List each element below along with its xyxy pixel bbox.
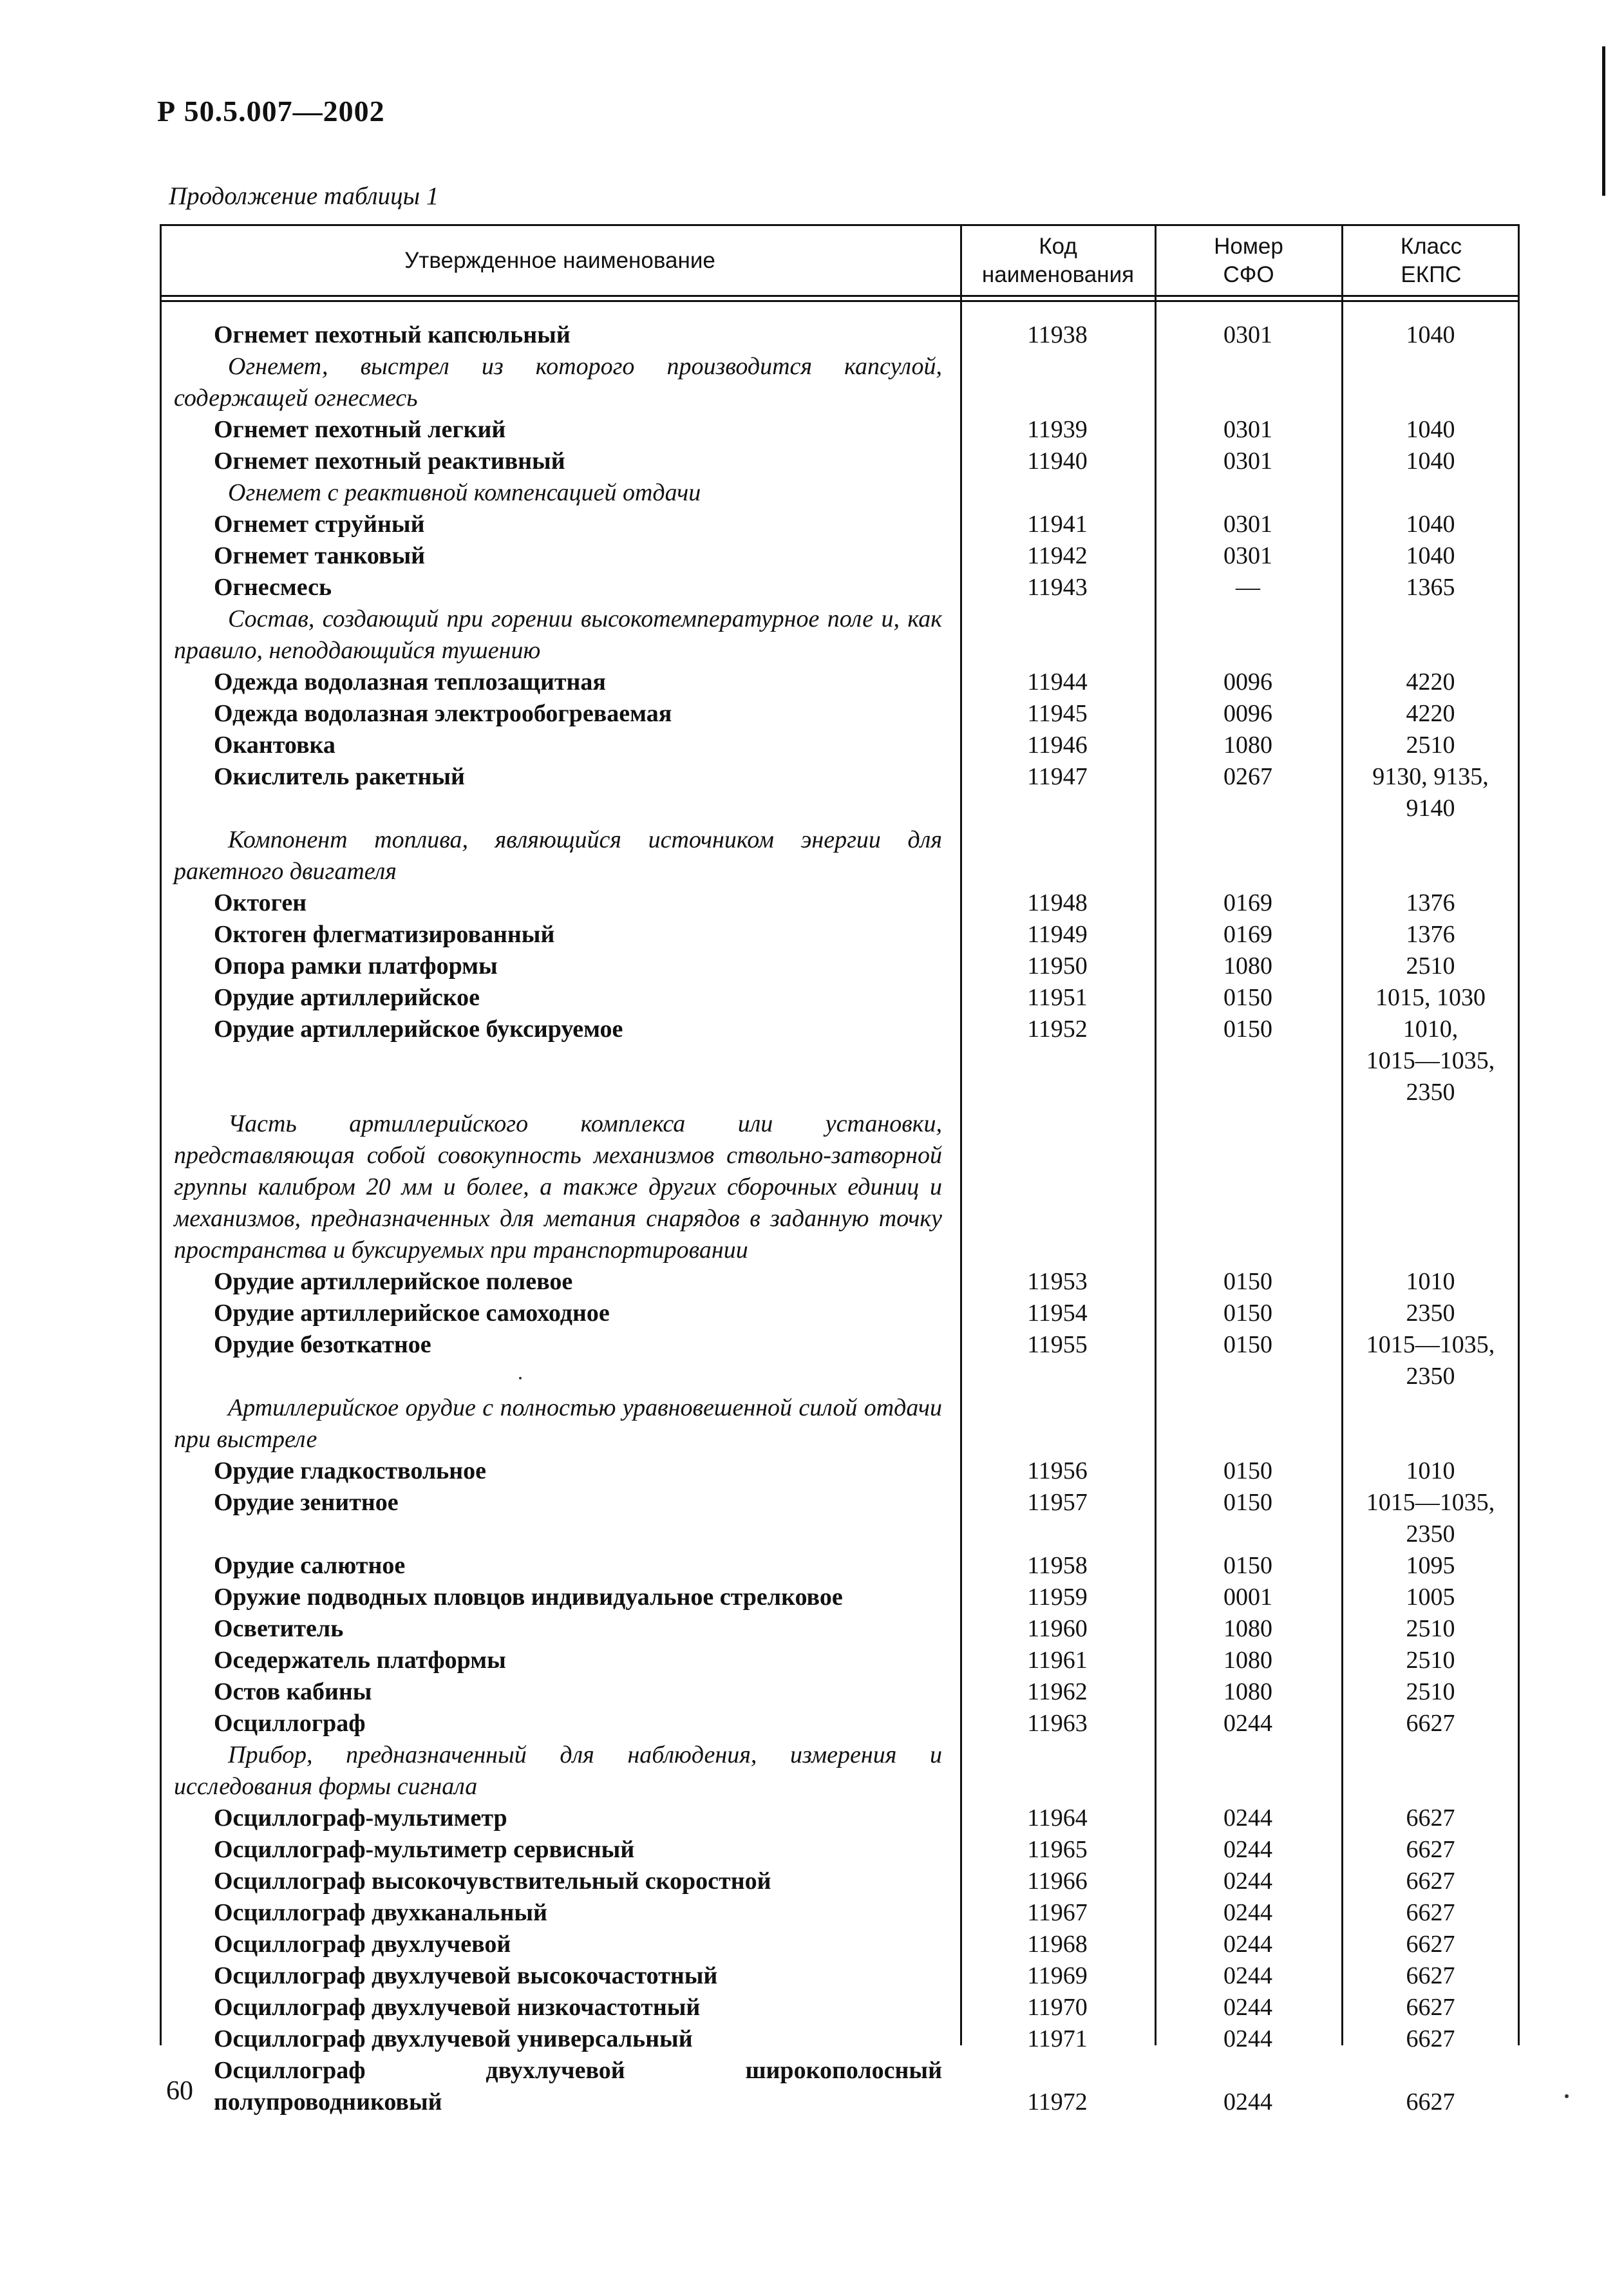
table-row	[160, 1613, 1520, 1645]
code-cell: 11942	[1027, 542, 1088, 569]
ekps-cell	[1341, 351, 1520, 414]
term-name: Огнемет пехотный капсюльный	[214, 321, 571, 348]
code-cell: 11940	[1027, 448, 1088, 475]
sfo-cell: 0244	[1223, 1836, 1272, 1863]
sfo-cell: 0244	[1223, 1931, 1272, 1958]
sfo-cell: 0150	[1223, 1552, 1272, 1579]
code-cell: 11944	[1027, 668, 1088, 696]
term-name: Осциллограф двухлучевой высокочастотный	[214, 1962, 718, 1989]
sfo-cell: 0301	[1223, 321, 1272, 348]
definition-text: Огнемет, выстрел из которого производится капсулой, содержащей огнесмесь	[174, 353, 942, 412]
ekps-cell: 6627	[1406, 1804, 1455, 1832]
sfo-cell: 0150	[1223, 1016, 1272, 1043]
column-header-sfo	[1156, 227, 1341, 295]
sfo-cell: 0244	[1223, 1899, 1272, 1926]
code-cell: 11966	[1027, 1868, 1088, 1895]
definition-row	[160, 1392, 1520, 1455]
code-cell: 11963	[1027, 1710, 1088, 1737]
table-row	[160, 919, 1520, 951]
table-row	[160, 572, 1520, 603]
term-name: Опора рамки платформы	[214, 952, 498, 980]
table-row	[160, 1676, 1520, 1708]
ekps-cell: 1040	[1406, 321, 1455, 348]
sfo-cell: 1080	[1223, 952, 1272, 980]
term-name: Орудие зенитное	[214, 1489, 399, 1516]
definition-row	[160, 1108, 1520, 1266]
sfo-cell	[1155, 351, 1341, 414]
code-cell: 11953	[1027, 1268, 1088, 1295]
ekps-cell: 1010	[1406, 1268, 1455, 1295]
code-cell	[960, 351, 1155, 414]
table-body	[160, 319, 1520, 2118]
table-caption: Продолжение таблицы 1	[169, 182, 439, 210]
table-top-border	[160, 224, 1520, 226]
table-row	[160, 1897, 1520, 1929]
ekps-cell: 1005	[1406, 1584, 1455, 1611]
table-row	[160, 887, 1520, 919]
ekps-cell: 6627	[1406, 2088, 1455, 2116]
sfo-cell: 0150	[1223, 1300, 1272, 1327]
table-row	[160, 1266, 1520, 1298]
ekps-cell: 2510	[1406, 952, 1455, 980]
term-name: Осциллограф-мультиметр сервисный	[214, 1836, 635, 1863]
code-cell: 11967	[1027, 1899, 1088, 1926]
term-name: Орудие гладкоствольное	[214, 1457, 487, 1484]
column-header-code	[961, 227, 1155, 295]
definition-text: Часть артиллерийского комплекса или установки, представляющая собой совокупность механизмов ствольно-затворной группы калибром 20 мм и более, а также других сборочных единиц и механизмов, предназначенных для метания снарядов в заданную точку пространства и буксируемых при транспортировании	[174, 1110, 942, 1264]
term-name: Орудие артиллерийское буксируемое	[214, 1016, 623, 1043]
code-cell: 11947	[1027, 763, 1088, 790]
header-rule	[160, 295, 1520, 297]
table-row	[160, 982, 1520, 1014]
table-row	[160, 319, 1520, 351]
code-cell	[960, 1392, 1155, 1455]
table-row	[160, 1708, 1520, 1739]
sfo-cell: 0150	[1223, 1457, 1272, 1484]
sfo-cell: 0001	[1223, 1584, 1272, 1611]
column-header-line: СФО	[1223, 262, 1274, 287]
term-name: Орудие безоткатное	[214, 1331, 431, 1358]
code-cell: 11950	[1027, 952, 1088, 980]
code-cell: 11941	[1027, 511, 1088, 538]
ekps-cell: 2510	[1406, 1678, 1455, 1705]
ekps-cell: 1040	[1406, 511, 1455, 538]
code-cell: 11945	[1027, 700, 1088, 727]
ekps-cell: 6627	[1406, 1836, 1455, 1863]
definition-text: Состав, создающий при горении высокотемпературное поле и, как правило, неподдающийся тушению	[174, 605, 942, 664]
column-header-label: Утвержденное наименование	[404, 248, 715, 273]
code-cell	[960, 1108, 1155, 1266]
code-cell: 11970	[1027, 1994, 1088, 2021]
table-row	[160, 1329, 1520, 1392]
terms-table	[160, 224, 1520, 2116]
code-cell: 11957	[1027, 1489, 1088, 1516]
term-name: Орудие артиллерийское	[214, 984, 480, 1011]
code-cell: 11960	[1027, 1615, 1088, 1642]
term-name: Осциллограф двухлучевой универсальный	[214, 2025, 693, 2052]
sfo-cell: 0244	[1223, 2025, 1272, 2052]
term-name: Огнесмесь	[214, 574, 332, 601]
ekps-cell: 1365	[1406, 574, 1455, 601]
term-name: Одежда водолазная электрообогреваемая	[214, 700, 672, 727]
ekps-cell: 6627	[1406, 1899, 1455, 1926]
definition-text: Прибор, предназначенный для наблюдения, измерения и исследования формы сигнала	[174, 1741, 942, 1800]
term-name: Огнемет пехотный легкий	[214, 416, 506, 443]
term-name: Окислитель ракетный	[214, 763, 465, 790]
term-name: Остов кабины	[214, 1678, 372, 1705]
table-row	[160, 1550, 1520, 1582]
ekps-cell	[1341, 824, 1520, 887]
code-cell	[960, 1739, 1155, 1803]
table-row	[160, 1960, 1520, 1992]
definition-row	[160, 603, 1520, 667]
ekps-cell: 1040	[1406, 416, 1455, 443]
table-row	[160, 2055, 1520, 2118]
ekps-cell: 4220	[1406, 668, 1455, 696]
definition-text: Компонент топлива, являющийся источником энергии для ракетного двигателя	[174, 826, 942, 885]
header-rule	[160, 300, 1520, 302]
ekps-cell: 6627	[1406, 1931, 1455, 1958]
term-name: Октоген флегматизированный	[214, 921, 555, 948]
table-row	[160, 2023, 1520, 2055]
sfo-cell: 0169	[1223, 889, 1272, 916]
term-name: Осциллограф двухлучевой низкочастотный	[214, 1994, 701, 2021]
definition-row	[160, 351, 1520, 414]
table-row	[160, 1866, 1520, 1897]
sfo-cell: 0244	[1223, 2088, 1272, 2116]
sfo-cell: 1080	[1223, 1615, 1272, 1642]
sfo-cell: 0150	[1223, 984, 1272, 1011]
column-header-line: Код	[1039, 234, 1077, 259]
code-cell: 11956	[1027, 1457, 1088, 1484]
sfo-cell: 0150	[1223, 1489, 1272, 1516]
code-cell	[960, 603, 1155, 667]
table-row	[160, 1298, 1520, 1329]
table-row	[160, 1582, 1520, 1613]
definition-row	[160, 477, 1520, 509]
ekps-cell: 6627	[1406, 1710, 1455, 1737]
ekps-cell	[1341, 1108, 1520, 1266]
sfo-cell: 0301	[1223, 542, 1272, 569]
term-name: Огнемет пехотный реактивный	[214, 448, 565, 475]
column-header-line: Класс	[1400, 234, 1462, 259]
table-row	[160, 1645, 1520, 1676]
ekps-cell: 2510	[1406, 1647, 1455, 1674]
sfo-cell: 1080	[1223, 732, 1272, 759]
sfo-cell: 0267	[1223, 763, 1272, 790]
sfo-cell: 0150	[1223, 1268, 1272, 1295]
table-row	[160, 1455, 1520, 1487]
ekps-cell: 1376	[1406, 921, 1455, 948]
sfo-cell: 0301	[1223, 511, 1272, 538]
code-cell: 11965	[1027, 1836, 1088, 1863]
code-cell: 11971	[1027, 2025, 1088, 2052]
term-name: Огнемет струйный	[214, 511, 425, 538]
table-row	[160, 1992, 1520, 2023]
table-row	[160, 446, 1520, 477]
ekps-cell: 4220	[1406, 700, 1455, 727]
ekps-cell: 1376	[1406, 889, 1455, 916]
code-cell: 11943	[1027, 574, 1088, 601]
term-name: Осциллограф двухлучевой	[214, 1931, 511, 1958]
table-row	[160, 761, 1520, 824]
code-cell: 11964	[1027, 1804, 1088, 1832]
sfo-cell: 0096	[1223, 700, 1272, 727]
table-row	[160, 730, 1520, 761]
code-cell: 11955	[1027, 1331, 1088, 1358]
table-row	[160, 667, 1520, 698]
table-row	[160, 1487, 1520, 1550]
ekps-cell	[1341, 1739, 1520, 1803]
term-name: Огнемет танковый	[214, 542, 426, 569]
code-cell: 11972	[1027, 2088, 1088, 2116]
code-cell: 11948	[1027, 889, 1088, 916]
sfo-cell	[1155, 1108, 1341, 1266]
term-name: Осветитель	[214, 1615, 344, 1642]
code-cell: 11959	[1027, 1584, 1088, 1611]
term-name: Оседержатель платформы	[214, 1647, 506, 1674]
definition-text: Огнемет с реактивной компенсацией отдачи	[228, 479, 701, 506]
ekps-cell: 6627	[1406, 1868, 1455, 1895]
sfo-cell: 0244	[1223, 1868, 1272, 1895]
sfo-cell: 0301	[1223, 416, 1272, 443]
table-row	[160, 540, 1520, 572]
code-cell: 11951	[1027, 984, 1088, 1011]
ekps-cell: 1010, 1015—1035, 2350	[1366, 1016, 1495, 1106]
sfo-cell: 0244	[1223, 1962, 1272, 1989]
ekps-cell	[1341, 1392, 1520, 1455]
sfo-cell	[1155, 477, 1341, 509]
term-name: Осциллограф двухканальный	[214, 1899, 547, 1926]
page-number: 60	[166, 2076, 193, 2106]
definition-row	[160, 1739, 1520, 1803]
term-name: Осциллограф двухлучевой широкополосный полупроводниковый	[214, 2057, 942, 2116]
code-cell: 11952	[1027, 1016, 1088, 1043]
table-row	[160, 1014, 1520, 1108]
ekps-cell	[1341, 477, 1520, 509]
ekps-cell: 2350	[1406, 1300, 1455, 1327]
sfo-cell: —	[1236, 574, 1260, 601]
ekps-cell: 1040	[1406, 448, 1455, 475]
column-header-line: ЕКПС	[1401, 262, 1462, 287]
code-cell: 11969	[1027, 1962, 1088, 1989]
code-cell: 11954	[1027, 1300, 1088, 1327]
code-cell: 11939	[1027, 416, 1088, 443]
code-cell: 11961	[1027, 1647, 1088, 1674]
margin-rule	[1602, 46, 1605, 196]
term-name: Оружие подводных пловцов индивидуальное стрелковое	[214, 1584, 843, 1611]
ekps-cell: 1095	[1406, 1552, 1455, 1579]
ekps-cell: 2510	[1406, 732, 1455, 759]
table-row	[160, 414, 1520, 446]
sfo-cell: 1080	[1223, 1647, 1272, 1674]
sfo-cell	[1155, 1392, 1341, 1455]
table-row	[160, 1929, 1520, 1960]
ekps-cell: 6627	[1406, 2025, 1455, 2052]
term-name: Осциллограф высокочувствительный скоростной	[214, 1868, 771, 1895]
sfo-cell: 0150	[1223, 1331, 1272, 1358]
term-name: Орудие салютное	[214, 1552, 406, 1579]
sfo-cell	[1155, 603, 1341, 667]
sfo-cell	[1155, 824, 1341, 887]
ekps-cell: 1015—1035, 2350	[1366, 1489, 1495, 1548]
code-cell: 11958	[1027, 1552, 1088, 1579]
ekps-cell: 1010	[1406, 1457, 1455, 1484]
scan-speck	[1565, 2094, 1569, 2098]
table-row	[160, 951, 1520, 982]
term-name: Орудие артиллерийское полевое	[214, 1268, 573, 1295]
table-row	[160, 698, 1520, 730]
code-cell: 11946	[1027, 732, 1088, 759]
column-header-line: Номер	[1214, 234, 1283, 259]
code-cell: 11949	[1027, 921, 1088, 948]
ekps-cell: 2510	[1406, 1615, 1455, 1642]
ekps-cell: 6627	[1406, 1962, 1455, 1989]
code-cell	[960, 824, 1155, 887]
document-code: Р 50.5.007—2002	[157, 95, 385, 128]
term-name: Осциллограф	[214, 1710, 366, 1737]
ekps-cell: 1015—1035, 2350	[1366, 1331, 1495, 1390]
term-name: Окантовка	[214, 732, 335, 759]
sfo-cell: 0169	[1223, 921, 1272, 948]
table-row	[160, 1834, 1520, 1866]
sfo-cell: 1080	[1223, 1678, 1272, 1705]
ekps-cell: 9130, 9135, 9140	[1372, 763, 1489, 822]
sfo-cell: 0244	[1223, 1804, 1272, 1832]
sfo-cell: 0244	[1223, 1994, 1272, 2021]
term-name: Осциллограф-мультиметр	[214, 1804, 507, 1832]
term-name: Одежда водолазная теплозащитная	[214, 668, 606, 696]
term-name: Октоген	[214, 889, 307, 916]
ekps-cell: 6627	[1406, 1994, 1455, 2021]
sfo-cell: 0096	[1223, 668, 1272, 696]
term-name: Орудие артиллерийское самоходное	[214, 1300, 610, 1327]
code-cell: 11962	[1027, 1678, 1088, 1705]
table-row	[160, 509, 1520, 540]
table-row	[160, 1803, 1520, 1834]
code-cell: 11968	[1027, 1931, 1088, 1958]
definition-row	[160, 824, 1520, 887]
scan-speck	[519, 1377, 522, 1379]
code-cell: 11938	[1027, 321, 1088, 348]
definition-text: Артиллерийское орудие с полностью уравновешенной силой отдачи при выстреле	[174, 1394, 942, 1453]
sfo-cell: 0301	[1223, 448, 1272, 475]
column-header-name	[160, 227, 960, 295]
sfo-cell: 0244	[1223, 1710, 1272, 1737]
ekps-cell: 1040	[1406, 542, 1455, 569]
ekps-cell: 1015, 1030	[1375, 984, 1486, 1011]
code-cell	[960, 477, 1155, 509]
ekps-cell	[1341, 603, 1520, 667]
column-header-ekps	[1343, 227, 1520, 295]
column-header-line: наименования	[981, 262, 1135, 287]
sfo-cell	[1155, 1739, 1341, 1803]
